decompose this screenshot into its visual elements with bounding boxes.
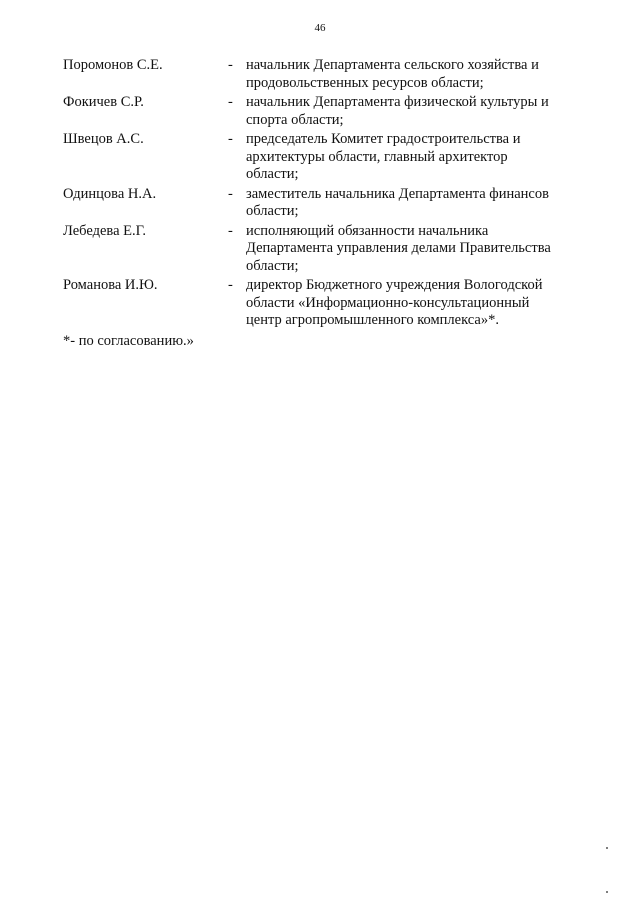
position-line: начальник Департамента физической культуры и [246, 94, 549, 110]
position-line: председатель Комитет градостроительства и [246, 131, 521, 147]
member-row [63, 223, 583, 276]
position-line: области; [246, 166, 299, 182]
member-dash: - [228, 94, 233, 110]
member-dash: - [228, 131, 233, 147]
member-name: Лебедева Е.Г. [63, 222, 146, 239]
member-name: Одинцова Н.А. [63, 185, 157, 202]
footnote: *- по согласованию.» [63, 333, 194, 349]
member-position [246, 277, 564, 330]
position-line: заместитель начальника Департамента финансов [246, 185, 549, 202]
scan-artifact [606, 847, 608, 849]
member-name: Поромонов С.Е. [63, 57, 163, 73]
member-row [63, 186, 583, 221]
member-row [63, 277, 583, 330]
member-dash: - [228, 185, 233, 202]
member-position [246, 57, 564, 92]
member-position [246, 186, 564, 221]
member-dash: - [228, 277, 233, 293]
member-position [246, 94, 564, 129]
member-row [63, 131, 583, 184]
position-line: директор Бюджетного учреждения Вологодской [246, 277, 543, 293]
member-name: Фокичев С.Р. [63, 94, 144, 110]
member-position [246, 223, 564, 276]
position-line: Департамента управления делами Правительства [246, 240, 551, 256]
position-line: продовольственных ресурсов области; [246, 74, 484, 91]
position-line: области «Информационно-консультационный [246, 294, 530, 311]
position-line: архитектуры области, главный архитектор [246, 148, 508, 165]
position-line: области; [246, 257, 299, 274]
position-line: спорта области; [246, 111, 344, 128]
member-name: Романова И.Ю. [63, 277, 158, 293]
members-list [63, 57, 583, 332]
position-line: области; [246, 203, 299, 219]
member-row [63, 94, 583, 129]
position-line: центр агропромышленного комплекса»*. [246, 312, 499, 328]
member-name: Швецов А.С. [63, 131, 144, 147]
page-number: 46 [314, 22, 326, 34]
member-position [246, 131, 564, 184]
position-line: исполняющий обязанности начальника [246, 222, 489, 239]
scan-artifact [606, 891, 608, 893]
position-line: начальник Департамента сельского хозяйства и [246, 57, 539, 73]
member-dash: - [228, 222, 233, 239]
member-dash: - [228, 57, 233, 73]
member-row [63, 57, 583, 92]
